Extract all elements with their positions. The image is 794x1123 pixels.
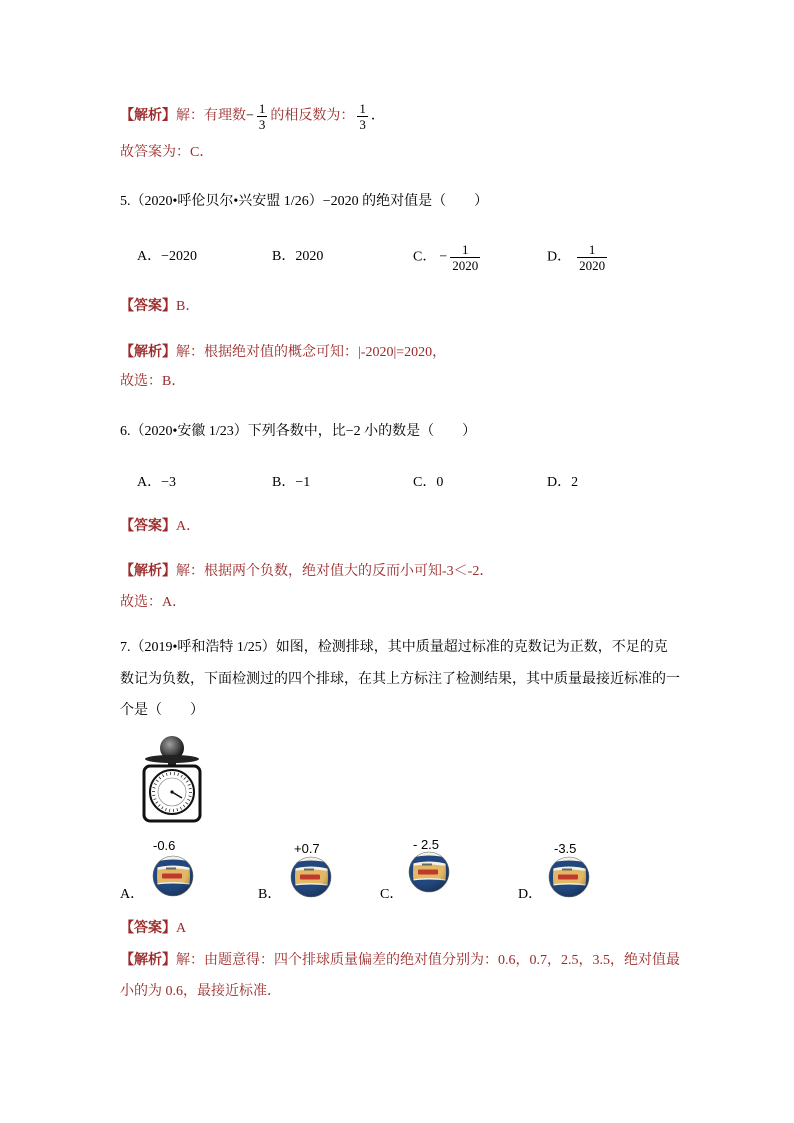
option-letter: D． [547,475,572,490]
volleyball-icon [408,851,450,893]
answer-label: 【答案】 [120,299,176,314]
q7-option-d-letter: D． [518,887,543,902]
option-letter: A． [137,475,162,490]
option-text: 2 [571,475,579,490]
kitchen-scale-icon [138,735,206,823]
q5-answer [120,297,199,317]
answer-label: 【答案】 [120,921,176,936]
option-letter: B． [272,475,296,490]
fraction-one-third [257,101,268,132]
minus-sign: − [439,249,448,265]
q5-option-d [547,242,610,273]
fraction-numerator: 1 [359,101,366,116]
option-letter: C． [413,475,437,490]
q7-option-b-letter: B． [258,887,282,902]
q7-analysis-line-1 [120,951,680,971]
answer-value: A [176,921,187,936]
period: ． [370,108,385,124]
q7-stem-line-2: 数记为负数，下面检测过的四个排球，在其上方标注了检测结果，其中质量最接近标准的一 [120,672,680,687]
option-fraction [450,242,480,273]
q5-option-c [413,242,483,273]
analysis-label: 【解析】 [120,953,176,968]
volleyball-icon [152,855,194,897]
analysis-label: 【解析】 [120,564,176,579]
q6-stem: 6.（2020•安徽 1/23）下列各数中，比−2 小的数是（ ） [120,424,477,439]
analysis-label: 【解析】 [120,108,176,124]
q5-option-b [272,247,323,267]
analysis-text: 解：由题意得：四个排球质量偏差的绝对值分别为：0.6，0.7，2.5，3.5，绝对值最 [176,953,680,968]
fraction-numerator: 1 [577,242,607,258]
volleyball-icon [290,856,332,898]
fraction-one-third-answer [357,101,368,132]
option-letter: C． [413,249,437,265]
analysis-text: 解：根据绝对值的概念可知：|-2020|=2020， [176,345,447,360]
q6-option-b [272,473,310,493]
option-text: −2020 [161,249,198,264]
fraction-numerator: 1 [450,242,480,258]
q6-option-a [137,473,176,493]
q7-stem-line-1: 7.（2019•呼和浩特 1/25）如图，检测排球，其中质量超过标准的克数记为正数，不足的克 [120,640,668,655]
q7-option-c-letter: C． [380,887,404,902]
analysis-lead-text: 解：有理数 [176,108,246,124]
answer-value: B． [176,299,200,314]
q5-stem: 5.（2020•呼伦贝尔•兴安盟 1/26）−2020 的绝对值是（ ） [120,194,489,209]
fraction-denominator: 2020 [452,258,479,273]
q5-option-a [137,247,197,267]
q6-conclusion: 故选：A． [120,595,187,610]
answer-value: A． [176,519,201,534]
option-letter: A． [137,249,162,264]
option-text: −1 [295,475,311,490]
analysis-middle-text: 的相反数为： [270,108,355,124]
analysis-text: 解：根据两个负数，绝对值大的反而小可知-3＜-2． [176,564,494,579]
q4-conclusion: 故答案为：C． [120,145,214,160]
analysis-label: 【解析】 [120,345,176,360]
q6-answer [120,517,200,537]
fraction-denominator: 3 [258,117,266,132]
answer-label: 【答案】 [120,519,176,534]
ball-b-reading: +0.7 [294,841,320,856]
q7-analysis-line-2: 小的为 0.6，最接近标准． [120,984,281,999]
volleyball-icon [548,856,590,898]
minus-sign: − [246,108,254,124]
fraction-denominator: 2020 [579,258,606,273]
q7-option-a-letter: A． [120,887,145,902]
option-fraction [577,242,607,273]
option-letter: D． [547,249,572,265]
q6-analysis [120,562,493,582]
q7-stem-line-3: 个是（ ） [120,703,204,718]
option-text: 0 [436,475,444,490]
option-text: −3 [161,475,177,490]
option-letter: B． [272,249,296,264]
q7-answer [120,919,186,939]
ball-d-reading: -3.5 [554,841,577,856]
ball-a-reading: -0.6 [153,838,176,853]
q6-option-d [547,473,578,493]
fraction-numerator: 1 [258,101,266,116]
q6-option-c [413,473,443,493]
q5-analysis [120,343,446,363]
q5-conclusion: 故选：B． [120,374,186,389]
option-text: 2020 [295,249,324,264]
q4-analysis [120,101,385,132]
fraction-denominator: 3 [359,117,366,132]
ball-c-reading: - 2.5 [413,837,440,852]
